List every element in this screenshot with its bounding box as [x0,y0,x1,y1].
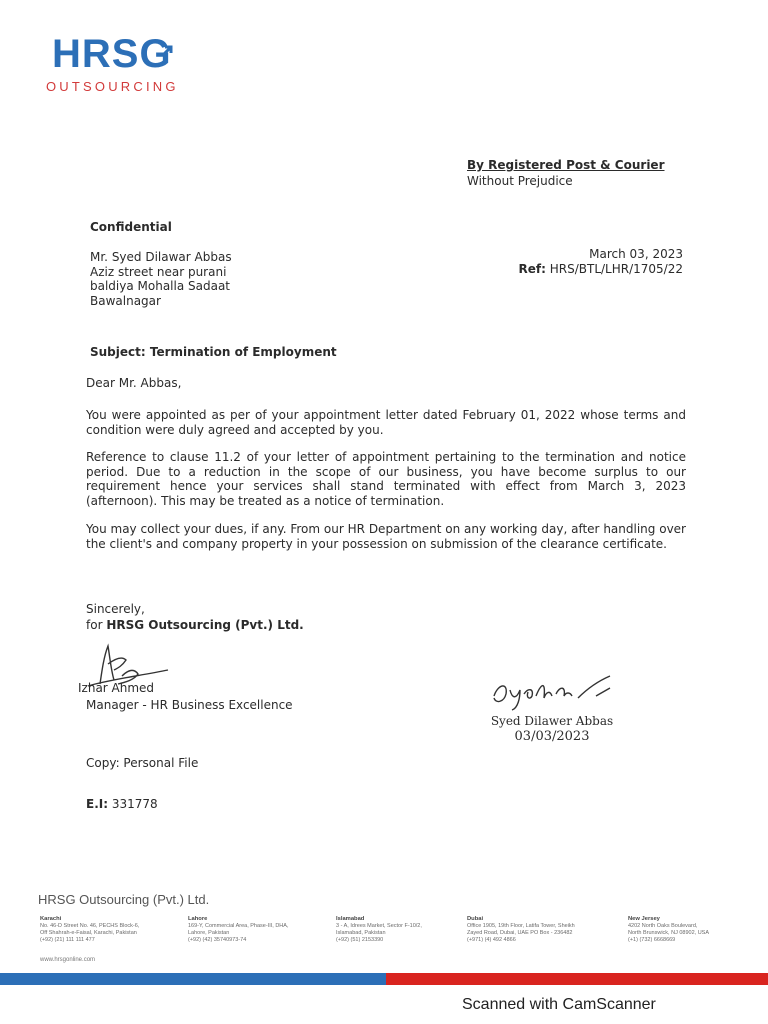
office-line: 169-Y, Commercial Area, Phase-III, DHA, [188,923,289,929]
office-line: Zayed Road, Dubai, UAE PO Box - 236482 [467,930,573,936]
logo-arrow-icon [160,44,174,58]
company-logo [52,32,172,77]
confidential-label: Confidential [90,220,172,234]
office-new-jersey [628,916,748,944]
office-lahore [188,916,318,944]
office-line: Office 1905, 19th Floor, Latifa Tower, Sheikh [467,923,575,929]
office-city: Dubai [467,916,484,922]
reference [440,262,683,277]
scanner-watermark: Scanned with CamScanner [462,996,656,1013]
closing: Sincerely, [86,602,145,616]
delivery-method: By Registered Post & Courier [467,158,665,172]
acknowledgement-date: 03/03/2023 [514,729,590,744]
office-phone: (+92) (51) 2153390 [336,937,384,943]
acknowledgement-block [470,714,634,744]
office-line: North Brunswick, NJ 08902, USA [628,930,710,936]
ei-value: 331778 [111,797,158,811]
office-phone: (+971) (4) 492 4866 [467,937,516,943]
office-line: 3 - A, Idrees Market, Sector F-10/2, [336,923,422,929]
copy-line: Copy: Personal File [86,756,199,770]
office-city: Lahore [188,916,208,922]
salutation: Dear Mr. Abbas, [86,376,182,390]
office-dubai [467,916,617,944]
prejudice-note: Without Prejudice [467,174,573,188]
acknowledgement-signature [486,668,626,712]
office-line: Lahore, Pakistan [188,930,230,936]
office-karachi [40,916,170,944]
office-line: Off Shahrah-e-Faisal, Karachi, Pakistan [40,930,137,936]
for-company-line [86,618,304,633]
ref-value: HRS/BTL/LHR/1705/22 [549,262,683,276]
address-line-2: baldiya Mohalla Sadaat [90,279,231,293]
for-company: HRSG Outsourcing (Pvt.) Ltd. [106,618,304,632]
footer-company: HRSG Outsourcing (Pvt.) Ltd. [38,892,210,907]
logo-tagline: OUTSOURCING [46,79,179,94]
address-line-1: Aziz street near purani [90,264,227,279]
office-phone: (+92) (21) 111 111 477 [40,937,95,943]
office-city: Karachi [40,916,62,922]
signatory-title: Manager - HR Business Excellence [86,698,293,712]
office-phone: (+1) (732) 6668669 [628,937,676,943]
letter-date: March 03, 2023 [589,247,683,261]
address-line-3: Bawalnagar [90,293,161,308]
subject-line: Subject: Termination of Employment [90,345,337,359]
office-city: Islamabad [336,916,365,922]
signatory-name: Izhar Ahmed [78,681,155,695]
body-paragraph-3: You may collect your dues, if any. From our HR Department on any working day, after handling over the client's and company property in your possession on submission of the clearance certificate. [86,522,686,551]
office-line: 4202 North Oaks Boulevard, [628,923,698,929]
company-website[interactable]: www.hrsgonline.com [40,957,96,963]
ref-label: Ref: [518,262,546,276]
logo-wordmark: HRSG [52,32,172,76]
recipient-name: Mr. Syed Dilawar Abbas [90,250,232,264]
employee-id [86,797,158,812]
office-phone: (+92) (42) 35740973-74 [188,937,247,943]
office-islamabad [336,916,466,944]
footer-bar-blue [0,973,386,985]
office-line: No. 46-D Street No. 46, PECHS Block-6, [40,923,140,929]
body-paragraph-1: You were appointed as per of your appointment letter dated February 01, 2022 whose terms and condition were duly agreed and accepted by you. [86,408,686,437]
office-line: Islamabad, Pakistan [336,930,386,936]
for-prefix: for [86,618,103,632]
office-city: New Jersey [628,916,660,922]
ei-label: E.I: [86,797,109,811]
acknowledgement-name: Syed Dilawer Abbas [490,714,614,728]
body-paragraph-2: Reference to clause 11.2 of your letter of appointment pertaining to the termination and notice period. Due to a reduction in the scope of our business, you have become surplus to our requirement hence your services shall stand terminated with effect from March 3, 2023 (afternoon). This may be treated as a notice of termination. [86,450,686,508]
recipient-address [90,250,232,308]
footer-bar-red [386,973,768,985]
